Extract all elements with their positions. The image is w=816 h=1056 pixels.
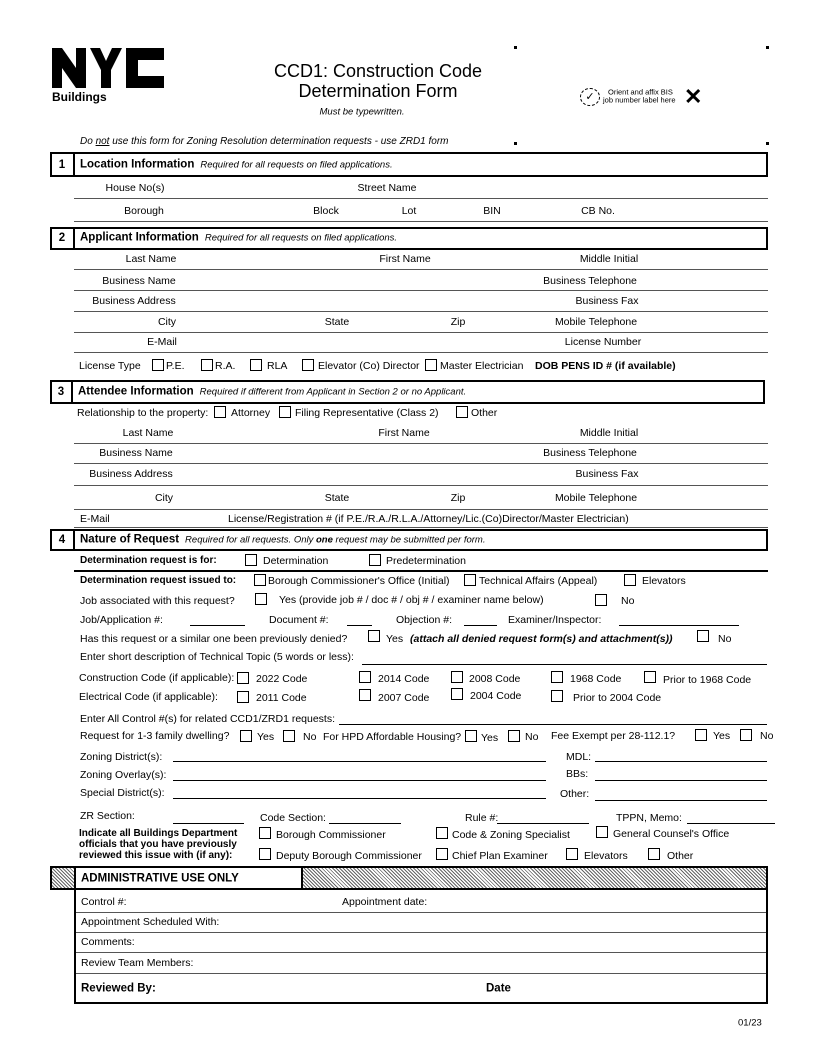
- family-yes-label: Yes: [257, 730, 275, 743]
- other-district-field[interactable]: [595, 800, 767, 801]
- elevators-label: Elevators: [642, 574, 686, 587]
- section-number: 2: [58, 232, 66, 244]
- issued-to-label: Determination request issued to:: [80, 575, 237, 586]
- official-dbc-checkbox[interactable]: [259, 848, 271, 860]
- hpd-no-checkbox[interactable]: [508, 730, 520, 742]
- ra-label: R.A.: [215, 359, 236, 372]
- rla-label: RLA: [267, 359, 288, 372]
- applicant-business-fax[interactable]: Business Fax: [575, 294, 639, 307]
- admin-reviewed-by: Reviewed By:: [81, 982, 156, 995]
- denied-note: (attach all denied request form(s) and attachment(s)): [410, 632, 673, 645]
- applicant-middle-initial[interactable]: Middle Initial: [579, 252, 639, 265]
- official-dbc-label: Deputy Borough Commissioner: [276, 849, 422, 862]
- officials-label-2: officials that you have previously: [79, 839, 237, 850]
- electrical-code-label: Electrical Code (if applicable):: [79, 690, 218, 703]
- official-elevators-checkbox[interactable]: [566, 848, 578, 860]
- official-czs-label: Code & Zoning Specialist: [452, 828, 570, 841]
- zr-section-label: ZR Section:: [80, 809, 135, 822]
- family-no-label: No: [303, 730, 317, 743]
- borough-label[interactable]: Borough: [124, 204, 164, 217]
- borough-office-label: Borough Commissioner's Office (Initial): [268, 574, 450, 587]
- technical-affairs-checkbox[interactable]: [464, 574, 476, 586]
- zr-section-field[interactable]: [173, 823, 244, 824]
- form-title-line1: CCD1: Construction Code: [273, 61, 483, 81]
- dot: [766, 142, 769, 145]
- denied-yes-label: Yes: [386, 632, 404, 645]
- official-gc-label: General Counsel's Office: [613, 827, 730, 840]
- label-text-1: Orient and affix BIS: [608, 87, 673, 97]
- section-title: Attendee Information Required if different from Applicant in Section 2 or no Applicant.: [78, 385, 467, 398]
- rla-checkbox[interactable]: [250, 359, 262, 371]
- cc-2014-label: 2014 Code: [378, 672, 430, 685]
- attorney-checkbox[interactable]: [214, 406, 226, 418]
- section-title: Nature of Request Required for all requests. Only one request may be submitted per form.: [80, 533, 486, 546]
- applicant-zip[interactable]: Zip: [450, 315, 466, 328]
- applicant-city[interactable]: City: [157, 315, 177, 328]
- fee-no-label: No: [760, 729, 774, 742]
- topic-field[interactable]: [362, 664, 767, 665]
- elevators-checkbox[interactable]: [624, 574, 636, 586]
- official-other-label: Other: [667, 849, 694, 862]
- section-title: Applicant Information Required for all requests on filed applications.: [80, 231, 398, 244]
- official-elevators-label: Elevators: [584, 849, 628, 862]
- job-yes-checkbox[interactable]: [255, 593, 267, 605]
- applicant-license-number[interactable]: License Number: [564, 335, 642, 348]
- cc-2022-label: 2022 Code: [256, 672, 308, 685]
- section-number: 1: [58, 159, 66, 171]
- other-checkbox[interactable]: [456, 406, 468, 418]
- bbs-field[interactable]: [595, 780, 767, 781]
- hpd-yes-label: Yes: [481, 731, 499, 744]
- family-yes-checkbox[interactable]: [240, 730, 252, 742]
- other-district-label: Other:: [560, 787, 590, 800]
- attendee-city[interactable]: City: [154, 491, 174, 504]
- official-gc-checkbox[interactable]: [596, 826, 608, 838]
- zrd1-warning: Do not use this form for Zoning Resolution determination requests - use ZRD1 form: [80, 136, 449, 147]
- zoning-district-field[interactable]: [173, 761, 546, 762]
- section-number: 4: [58, 534, 66, 546]
- section-title: Location Information Required for all requests on filed applications.: [80, 158, 393, 171]
- ec-2007-checkbox[interactable]: [359, 689, 371, 701]
- applicant-business-address[interactable]: Business Address: [92, 294, 176, 307]
- applicant-state[interactable]: State: [324, 315, 350, 328]
- admin-comments: Comments:: [81, 935, 135, 948]
- ec-prior-2004-checkbox[interactable]: [551, 690, 563, 702]
- cc-2008-checkbox[interactable]: [451, 671, 463, 683]
- rule-field[interactable]: [497, 823, 589, 824]
- attendee-first-name[interactable]: First Name: [378, 426, 430, 439]
- license-type-label: License Type: [79, 359, 141, 372]
- examiner-label: Examiner/Inspector:: [508, 613, 602, 626]
- check-circle-icon: ✓: [580, 88, 600, 106]
- admin-control: Control #:: [81, 895, 127, 908]
- zoning-district-label: Zoning District(s):: [80, 750, 163, 763]
- relationship-label: Relationship to the property:: [77, 406, 209, 419]
- attorney-label: Attorney: [231, 406, 271, 419]
- rule-label: Rule #:: [465, 811, 499, 824]
- job-application-field[interactable]: [190, 625, 245, 626]
- dot: [514, 46, 517, 49]
- applicant-last-name[interactable]: Last Name: [125, 252, 177, 265]
- ec-prior-2004-label: Prior to 2004 Code: [573, 691, 662, 704]
- dot: [514, 142, 517, 145]
- borough-office-checkbox[interactable]: [254, 574, 266, 586]
- cc-2014-checkbox[interactable]: [359, 671, 371, 683]
- code-section-label: Code Section:: [260, 811, 326, 824]
- pens-id-label[interactable]: DOB PENS ID # (if available): [535, 359, 676, 372]
- job-yes-label: Yes (provide job # / doc # / obj # / examiner name below): [279, 593, 544, 606]
- ec-2004-label: 2004 Code: [470, 689, 522, 702]
- ec-2004-checkbox[interactable]: [451, 688, 463, 700]
- official-cpe-checkbox[interactable]: [436, 848, 448, 860]
- special-district-label: Special District(s):: [80, 786, 165, 799]
- pe-label: P.E.: [166, 359, 185, 372]
- tppn-memo-field[interactable]: [687, 823, 775, 824]
- applicant-mobile[interactable]: Mobile Telephone: [554, 315, 638, 328]
- job-application-label: Job/Application #:: [80, 613, 163, 626]
- elevator-director-label: Elevator (Co) Director: [318, 359, 420, 372]
- admin-title: ADMINISTRATIVE USE ONLY: [81, 872, 239, 885]
- bbs-label: BBs:: [566, 767, 589, 780]
- attendee-business-fax[interactable]: Business Fax: [575, 467, 639, 480]
- tppn-memo-label: TPPN, Memo:: [616, 811, 682, 824]
- fee-exempt-label: Fee Exempt per 28-112.1?: [551, 729, 676, 742]
- street-name-label[interactable]: Street Name: [357, 181, 417, 194]
- cc-prior-1968-checkbox[interactable]: [644, 671, 656, 683]
- topic-label: Enter short description of Technical Topic (5 words or less):: [80, 650, 354, 663]
- admin-date: Date: [486, 982, 511, 995]
- attendee-email[interactable]: E-Mail: [80, 512, 110, 525]
- objection-label: Objection #:: [396, 613, 453, 626]
- typewritten-note: Must be typewritten.: [319, 106, 405, 118]
- master-electrician-label: Master Electrician: [440, 359, 524, 372]
- special-district-field[interactable]: [173, 798, 546, 799]
- filing-rep-checkbox[interactable]: [279, 406, 291, 418]
- document-label: Document #:: [269, 613, 329, 626]
- determination-checkbox[interactable]: [245, 554, 257, 566]
- cc-2022-checkbox[interactable]: [237, 672, 249, 684]
- hpd-label: For HPD Affordable Housing?: [323, 730, 462, 743]
- job-associated-label: Job associated with this request?: [80, 594, 235, 607]
- denied-yes-checkbox[interactable]: [368, 630, 380, 642]
- master-electrician-checkbox[interactable]: [425, 359, 437, 371]
- official-czs-checkbox[interactable]: [436, 827, 448, 839]
- attendee-business-name[interactable]: Business Name: [99, 446, 173, 459]
- fee-yes-checkbox[interactable]: [695, 729, 707, 741]
- mdl-field[interactable]: [595, 761, 767, 762]
- x-mark-icon: ✕: [684, 84, 703, 109]
- zoning-overlay-label: Zoning Overlay(s):: [80, 768, 167, 781]
- document-field[interactable]: [347, 625, 372, 626]
- technical-affairs-label: Technical Affairs (Appeal): [479, 574, 598, 587]
- attendee-business-address[interactable]: Business Address: [89, 467, 173, 480]
- applicant-business-telephone[interactable]: Business Telephone: [543, 274, 637, 287]
- examiner-field[interactable]: [619, 625, 739, 626]
- zoning-overlay-field[interactable]: [173, 780, 546, 781]
- ra-checkbox[interactable]: [201, 359, 213, 371]
- attendee-business-telephone[interactable]: Business Telephone: [543, 446, 637, 459]
- predetermination-checkbox[interactable]: [369, 554, 381, 566]
- cc-prior-1968-label: Prior to 1968 Code: [663, 673, 752, 686]
- form-version: 01/23: [738, 1017, 762, 1029]
- bis-label-area: [580, 86, 706, 108]
- officials-label-1: Indicate all Buildings Department: [79, 828, 238, 839]
- job-no-label: No: [621, 594, 635, 607]
- form-title-line2: Determination Form: [298, 81, 458, 101]
- denied-question: Has this request or a similar one been previously denied?: [80, 632, 348, 645]
- admin-review-team: Review Team Members:: [81, 956, 194, 969]
- elevator-director-checkbox[interactable]: [302, 359, 314, 371]
- attendee-last-name[interactable]: Last Name: [122, 426, 174, 439]
- attendee-middle-initial[interactable]: Middle Initial: [579, 426, 639, 439]
- code-section-field[interactable]: [329, 823, 401, 824]
- control-numbers-label: Enter All Control #(s) for related CCD1/ZRD1 requests:: [80, 712, 336, 725]
- ec-2007-label: 2007 Code: [378, 691, 430, 704]
- lot-label[interactable]: Lot: [401, 204, 417, 217]
- job-no-checkbox[interactable]: [595, 594, 607, 606]
- attendee-license-registration[interactable]: License/Registration # (if P.E./R.A./R.L.A./Attorney/Lic.(Co)Director/Master Electrician): [228, 512, 629, 525]
- cb-label[interactable]: CB No.: [581, 204, 615, 217]
- attendee-zip[interactable]: Zip: [450, 491, 466, 504]
- request-for-label: Determination request is for:: [80, 555, 217, 566]
- section-number: 3: [57, 386, 65, 398]
- control-numbers-field[interactable]: [339, 724, 767, 725]
- predetermination-label: Predetermination: [386, 554, 466, 567]
- other-label: Other: [471, 406, 498, 419]
- fee-no-checkbox[interactable]: [740, 729, 752, 741]
- block-label[interactable]: Block: [313, 204, 339, 217]
- nyc-logo-icon: [52, 48, 167, 88]
- ec-2011-checkbox[interactable]: [237, 691, 249, 703]
- family-dwelling-label: Request for 1-3 family dwelling?: [80, 729, 230, 742]
- filing-rep-label: Filing Representative (Class 2): [295, 406, 439, 419]
- fee-yes-label: Yes: [713, 729, 731, 742]
- hpd-no-label: No: [525, 730, 539, 743]
- hpd-yes-checkbox[interactable]: [465, 730, 477, 742]
- denied-no-checkbox[interactable]: [697, 630, 709, 642]
- dot: [766, 46, 769, 49]
- ec-2011-label: 2011 Code: [256, 691, 307, 704]
- label-text-2: job number label here: [603, 95, 676, 105]
- objection-field[interactable]: [464, 625, 497, 626]
- construction-code-label: Construction Code (if applicable):: [79, 671, 235, 684]
- official-bc-label: Borough Commissioner: [276, 828, 386, 841]
- nyc-logo: [52, 48, 167, 88]
- cc-2008-label: 2008 Code: [469, 672, 521, 685]
- denied-no-label: No: [718, 632, 732, 645]
- applicant-email[interactable]: E-Mail: [147, 335, 177, 348]
- applicant-first-name[interactable]: First Name: [379, 252, 431, 265]
- official-cpe-label: Chief Plan Examiner: [452, 849, 548, 862]
- family-no-checkbox[interactable]: [283, 730, 295, 742]
- official-bc-checkbox[interactable]: [259, 827, 271, 839]
- mdl-label: MDL:: [566, 750, 592, 763]
- determination-label: Determination: [263, 554, 329, 567]
- pe-checkbox[interactable]: [152, 359, 164, 371]
- officials-label-3: reviewed this issue with (if any):: [79, 850, 233, 861]
- applicant-business-name[interactable]: Business Name: [102, 274, 176, 287]
- bin-label[interactable]: BIN: [483, 204, 501, 217]
- attendee-state[interactable]: State: [324, 491, 350, 504]
- cc-1968-label: 1968 Code: [570, 672, 622, 685]
- official-other-checkbox[interactable]: [648, 848, 660, 860]
- cc-1968-checkbox[interactable]: [551, 671, 563, 683]
- admin-appointment-date: Appointment date:: [342, 895, 428, 908]
- logo-subtitle: Buildings: [52, 90, 107, 104]
- house-number-label[interactable]: House No(s): [105, 181, 165, 194]
- attendee-mobile[interactable]: Mobile Telephone: [554, 491, 638, 504]
- admin-appointment-with: Appointment Scheduled With:: [81, 915, 220, 928]
